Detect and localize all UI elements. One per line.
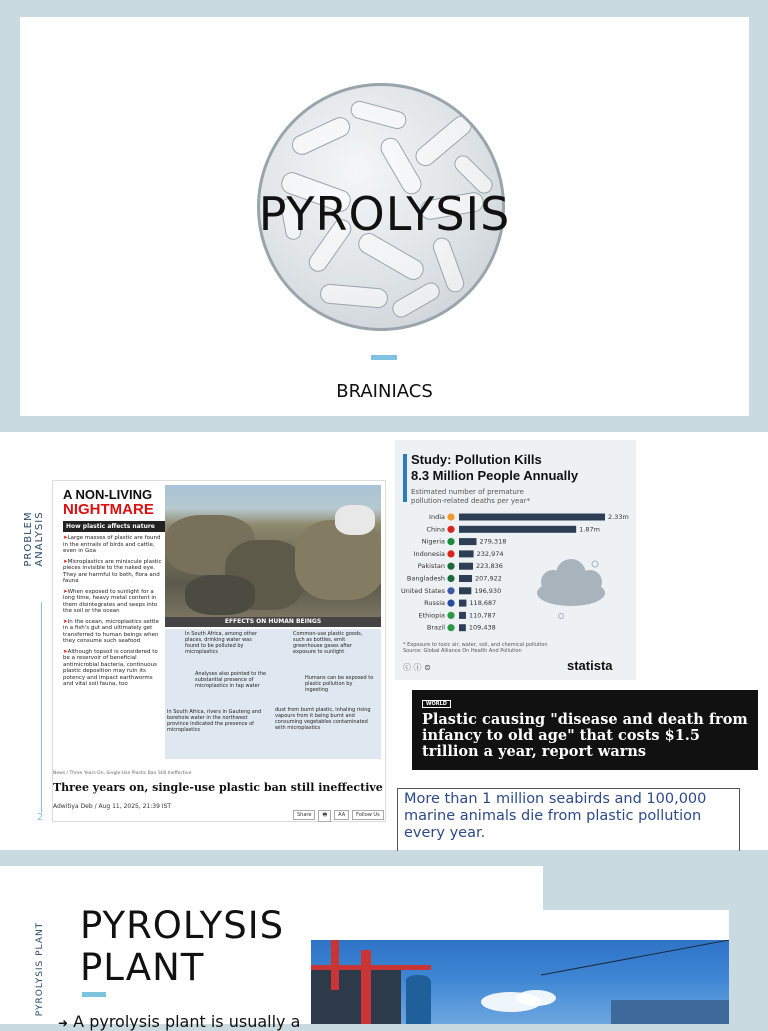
slide-title-line1: PYROLYSIS — [80, 904, 285, 947]
news-point: ➤When exposed to sunlight for a long time, heavy metal content in them disintegrates and seeps into the soil or the ocean — [63, 588, 158, 614]
pyrolysis-plant-photo — [311, 940, 729, 1024]
bar — [459, 624, 466, 631]
news-headline: Three years on, single-use plastic ban still ineffective — [53, 781, 383, 794]
quote-text: More than 1 million seabirds and 100,000 marine animals die from plastic pollution every year. — [404, 791, 707, 841]
category-label: India — [429, 513, 445, 521]
news-subhead: How plastic affects nature — [63, 521, 167, 532]
statista-logo: statista — [567, 658, 613, 673]
chart-plot — [395, 508, 636, 642]
value-label: 1.87m — [579, 525, 600, 534]
bullet-item — [58, 1012, 300, 1031]
category-label: Brazil — [426, 623, 445, 632]
category-label: Bangladesh — [406, 574, 445, 583]
bullet-text: A pyrolysis plant is usually a — [73, 1012, 301, 1031]
bar — [459, 575, 472, 582]
effect-text: Analyses also pointed to the substantial presence of microplastics in tap water — [195, 671, 266, 689]
effect-text: dust from burnt plastic, inhaling rising vapours from it being burnt and consuming vegetables contaminated with microplastics — [275, 707, 371, 731]
breadcrumb: News / Three Years On, Single-Use Plastic Ban Still Ineffective — [53, 771, 192, 776]
country-flag-icon — [447, 513, 454, 520]
smog-cloud-icon — [537, 559, 605, 619]
bar — [459, 550, 474, 557]
title-slide — [20, 17, 749, 416]
category-label: Ethiopia — [418, 611, 445, 620]
value-label: 223,836 — [476, 562, 503, 571]
news-byline: Adwitiya Deb / Aug 11, 2025, 21:39 IST — [53, 803, 172, 810]
country-flag-icon — [447, 612, 454, 619]
statista-chart — [395, 440, 636, 680]
print-button[interactable]: 🖶 — [318, 810, 331, 822]
accent-bar — [82, 992, 106, 997]
title-accent — [403, 454, 407, 502]
chart-source: Source: Global Alliance On Health And Pollution — [403, 648, 522, 654]
news-point: ➤In the ocean, microplastics settle in a fish's gut and ultimately get transferred to human beings when they consume such seafood — [63, 618, 159, 644]
country-flag-icon — [447, 575, 454, 582]
news-heading-line2: NIGHTMARE — [63, 501, 154, 518]
bar — [459, 612, 466, 619]
slide-subtitle: BRAINIACS — [336, 381, 433, 402]
arrow-bullet-icon: ➜ — [58, 1016, 69, 1030]
news-point: ➤Large masses of plastic are found in the entrails of birds and cattle, even in Goa — [63, 535, 161, 554]
news-point: ➤Although topsoil is considered to be a reservoir of beneficial antimicrobial bacteria, continuous plastic deposition may ruin its potency and impact earthworms and vital soil fauna, too — [63, 648, 158, 687]
section-label-vertical — [32, 922, 48, 1022]
section-divider — [41, 602, 42, 812]
license-icons: ⓒ ⓘ ⊜ — [403, 663, 431, 672]
effect-text: In South Africa, rivers in Gauteng and borehole water in the northwest province indicated the presence of microplastics — [167, 709, 262, 733]
country-flag-icon — [447, 563, 454, 570]
category-label: China — [426, 525, 445, 534]
value-label: 118,687 — [469, 599, 497, 608]
banner-headline: Plastic causing "disease and death from infancy to old age" that costs $1.5 trillion a year, report warns — [422, 711, 748, 760]
value-label: 2.33m — [608, 513, 629, 521]
category-label: Pakistan — [417, 562, 445, 571]
effects-grid — [165, 629, 381, 759]
section-label: PYROLYSIS PLANT — [35, 921, 45, 1017]
news-actions — [290, 801, 384, 822]
category-label: United States — [400, 586, 445, 595]
page-number: 2 — [37, 812, 44, 823]
value-label: 110,787 — [468, 611, 496, 620]
bar — [459, 587, 471, 594]
banner-tag: WORLD — [422, 700, 451, 708]
follow-button[interactable]: Follow Us — [352, 810, 384, 820]
news-banner — [412, 690, 758, 770]
chart-title-line1: Study: Pollution Kills — [411, 452, 542, 467]
bar — [459, 538, 477, 545]
pyrolysis-plant-slide — [0, 866, 768, 1031]
news-heading-line1: A NON-LIVING — [63, 487, 153, 502]
category-label: Nigeria — [421, 537, 445, 546]
country-flag-icon — [447, 526, 454, 533]
plant-photo-art — [311, 940, 729, 1024]
bar — [459, 600, 466, 607]
country-flag-icon — [447, 550, 454, 557]
bar — [459, 526, 576, 533]
chart-subtitle-line2: pollution-related deaths per year* — [411, 497, 531, 505]
value-label: 232,974 — [476, 549, 504, 558]
bar — [459, 563, 473, 570]
chart-subtitle-line1: Estimated number of premature — [411, 488, 524, 496]
slide-title-line2: PLANT — [80, 946, 205, 989]
category-label: Indonesia — [413, 549, 445, 558]
newspaper-clipping — [52, 480, 386, 822]
effects-heading: EFFECTS ON HUMAN BEINGS — [165, 617, 381, 627]
country-flag-icon — [447, 587, 454, 594]
category-label: Russia — [424, 599, 445, 608]
effect-text: Common-use plastic goods, such as bottles, emit greenhouse gases after exposure to sunlight — [293, 631, 363, 655]
news-point: ➤Microplastics are miniscule plastic pieces invisible to the naked eye. They are harmful to both, flora and fauna — [63, 558, 162, 584]
chart-note: * Exposure to toxic air, water, soil, and chemical pollution — [403, 642, 548, 648]
chart-title-line2: 8.3 Million People Annually — [411, 468, 579, 483]
share-button[interactable]: Share — [293, 810, 315, 820]
value-label: 196,930 — [474, 586, 502, 595]
effect-text: Humans can be exposed to plastic pollution by ingesting — [305, 675, 374, 693]
font-size-button[interactable]: AA — [334, 810, 349, 820]
effect-text: In South Africa, among other places, drinking water was found to be polluted by microplastics — [185, 631, 258, 655]
slide-title: PYROLYSIS — [258, 187, 511, 241]
value-label: 109,438 — [468, 623, 496, 632]
section-label-vertical — [23, 480, 45, 590]
problem-analysis-slide — [0, 432, 768, 850]
accent-bar — [371, 355, 397, 360]
country-flag-icon — [447, 600, 454, 607]
news-points-list — [63, 535, 163, 692]
landfill-photo — [165, 485, 381, 617]
value-label: 279,318 — [479, 537, 507, 546]
seabirds-quote — [397, 788, 740, 851]
value-label: 207,922 — [475, 574, 502, 583]
bar — [459, 514, 605, 521]
country-flag-icon — [447, 538, 454, 545]
section-label: PROBLEM ANALYSIS — [23, 511, 45, 567]
country-flag-icon — [447, 624, 454, 631]
